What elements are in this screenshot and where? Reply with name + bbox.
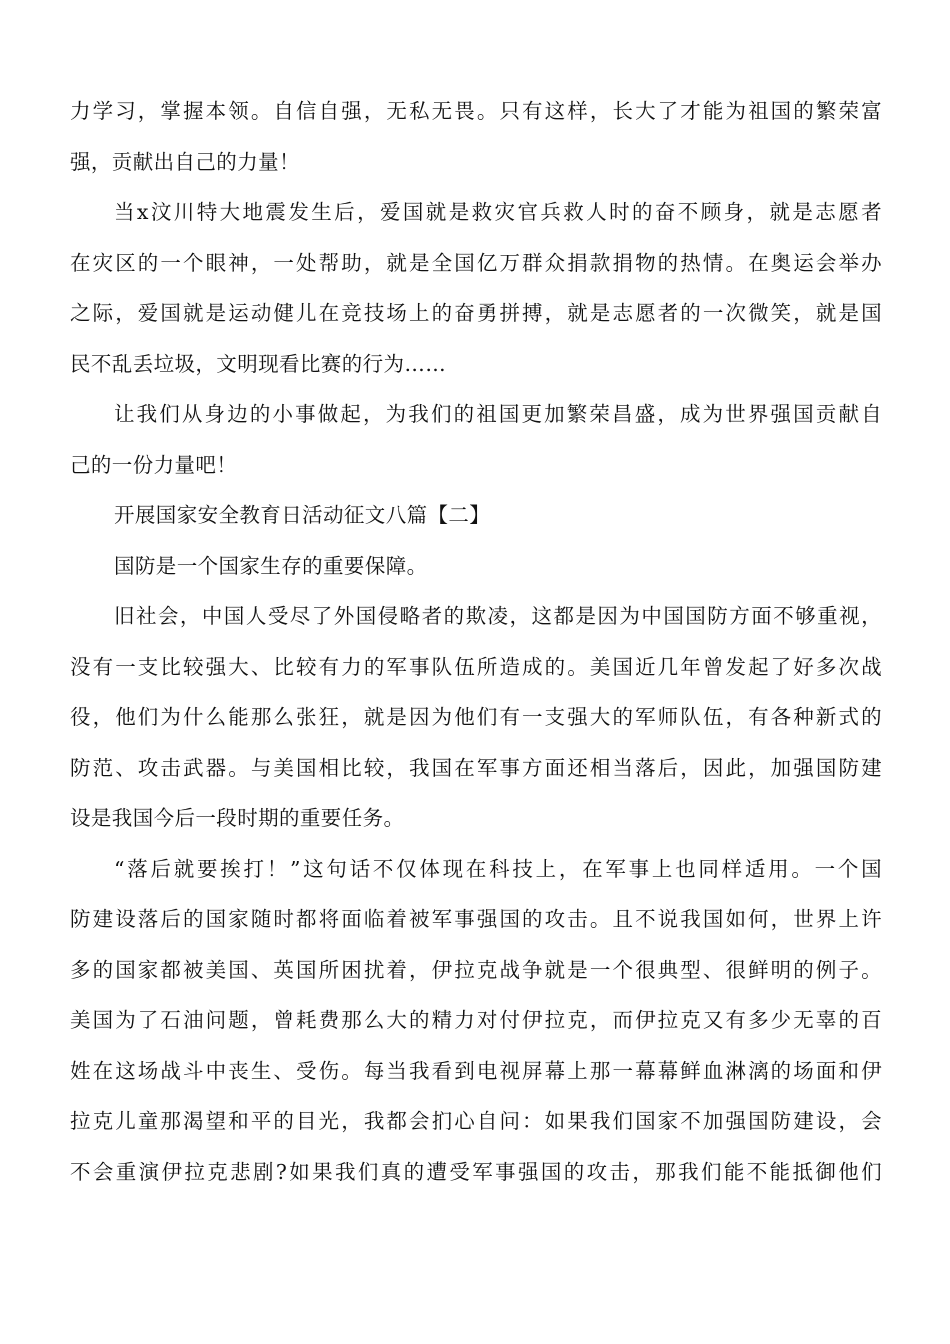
text-line: 多的国家都被美国、英国所困扰着，伊拉克战争就是一个很典型、很鲜明的例子。	[70, 957, 882, 982]
text-line: 当x汶川特大地震发生后，爱国就是救灾官兵救人时的奋不顾身，就是志愿者	[114, 200, 882, 224]
text-line: 姓在这场战斗中丧生、受伤。每当我看到电视屏幕上那一幕幕鲜血淋漓的场面和伊	[70, 1058, 882, 1083]
text-line: 在灾区的一个眼神，一处帮助，就是全国亿万群众捐款捐物的热情。在奥运会举办	[70, 250, 882, 275]
text-line: 让我们从身边的小事做起，为我们的祖国更加繁荣昌盛，成为世界强国贡献自	[114, 402, 882, 426]
text-line: 美国为了石油问题，曾耗费那么大的精力对付伊拉克，而伊拉克又有多少无辜的百	[70, 1008, 882, 1032]
text-line: 之际，爱国就是运动健儿在竞技场上的奋勇拼搏，就是志愿者的一次微笑，就是国	[70, 301, 882, 325]
text-line: 不会重演伊拉克悲剧?如果我们真的遭受军事强国的攻击，那我们能不能抵御他们	[70, 1159, 882, 1184]
text-line: “落后就要挨打！”这句话不仅体现在科技上，在军事上也同样适用。一个国	[114, 856, 882, 881]
text-line: 设是我国今后一段时期的重要任务。	[70, 806, 405, 830]
text-line: 没有一支比较强大、比较有力的军事队伍所造成的。美国近几年曾发起了好多次战	[70, 654, 882, 679]
text-line: 旧社会，中国人受尽了外国侵略者的欺凌，这都是因为中国国防方面不够重视，	[114, 604, 882, 628]
text-line: 役，他们为什么能那么张狂，就是因为他们有一支强大的军师队伍，有各种新式的	[70, 705, 882, 729]
text-line: 国防是一个国家生存的重要保障。	[114, 553, 428, 578]
text-line: 民不乱丢垃圾，文明现看比赛的行为……	[70, 351, 447, 376]
text-line: 强，贡献出自己的力量！	[70, 149, 300, 174]
text-line: 拉克儿童那渴望和平的目光，我都会扪心自问：如果我们国家不加强国防建设，会	[70, 1109, 882, 1133]
text-line: 防范、攻击武器。与美国相比较，我国在军事方面还相当落后，因此，加强国防建	[70, 755, 882, 780]
text-line: 力学习，掌握本领。自信自强，无私无畏。只有这样，长大了才能为祖国的繁荣富	[70, 99, 882, 123]
document-body	[70, 86, 882, 1197]
section-heading: 开展国家安全教育日活动征文八篇【二】	[114, 503, 491, 527]
text-line: 己的一份力量吧！	[70, 452, 238, 477]
text-line: 防建设落后的国家随时都将面临着被军事强国的攻击。且不说我国如何，世界上许	[70, 907, 882, 931]
